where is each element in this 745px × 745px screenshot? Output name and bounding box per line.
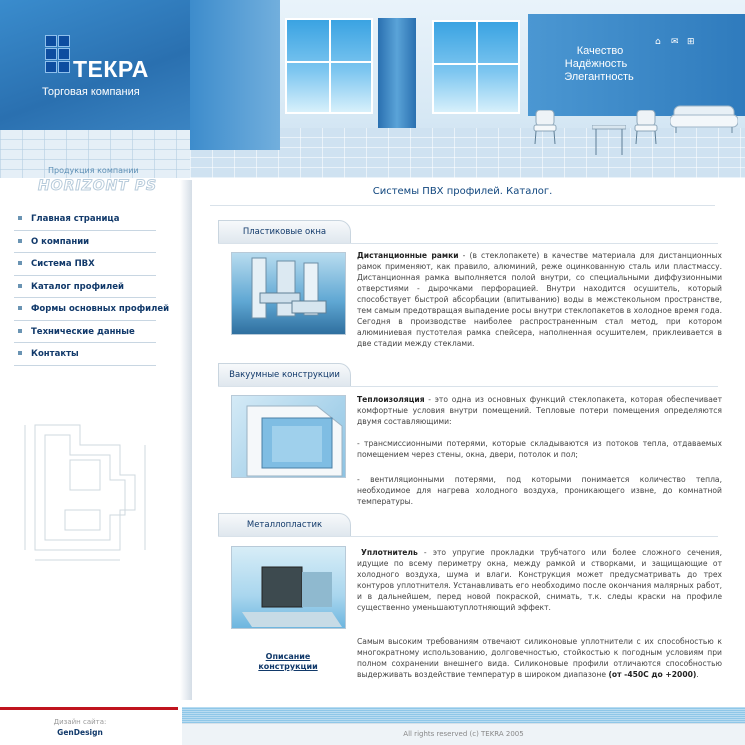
section-divider	[218, 243, 718, 244]
tagline-quality: Качество	[576, 45, 624, 57]
temperature-range: (от -450С до +2000)	[608, 670, 697, 679]
text-transmission: - трансмиссионными потерями, которые складываются из потоков тепла, отдаваемых помещением через стены, окна, двери, потолок и пол;	[357, 439, 722, 459]
bullet-icon	[18, 284, 22, 288]
term-spacer-frames: Дистанционные рамки	[357, 251, 459, 260]
seal-image	[232, 547, 346, 629]
tagline-reliability: Надёжность	[564, 58, 628, 70]
chair-image	[532, 110, 558, 144]
nav-label[interactable]: О компании	[31, 236, 90, 247]
header-icons	[655, 29, 703, 48]
photo-plastic-windows	[231, 252, 346, 335]
tab-metalplastic[interactable]: Металлопластик	[218, 513, 351, 537]
nav-item-catalog[interactable]	[14, 276, 156, 299]
text-body: - это упругие прокладки трубчатого или более сложного сечения, идущие по всему периметру окна, между рамкой и створками, и защищающие от холодного воздуха, шума и влаги. Конструкция может предусматривать до трех контуров уплотнителя. Устанавливать его необходимо после окончания малярных работ, и в дальнейшем, перед новой покраской, снимать, т.к. следы краски на профиле существенно уменьшаютуплотняющий эффект.	[357, 548, 722, 612]
text-insulation	[357, 394, 722, 427]
bullet-icon	[18, 351, 22, 355]
nav-item-about[interactable]	[14, 231, 156, 254]
text-body: Самым высоким требованиям отвечают силиконовые уплотнители с их способностью к многократному использованию, долговечностью, стойкостью к погодным условиям при полном сохранении внешнего вида. Силиконовые профили отличаются способностью выдерживать воздействие температур в широком диапазоне	[357, 637, 722, 679]
section-divider	[218, 536, 718, 537]
text-body: - это одна из основных функций стеклопакета, которая обеспечивает комфортные условия внутри помещений. Тепловые потери помещения определяются двумя составляющими:	[357, 395, 722, 426]
bullet-icon	[18, 261, 22, 265]
text-spacer-frames	[357, 250, 722, 349]
term-seal: Уплотнитель	[361, 548, 418, 557]
design-label: Дизайн сайта:	[53, 718, 107, 726]
tab-vacuum[interactable]: Вакуумные конструкции	[218, 363, 351, 387]
page-title: Системы ПВХ профилей. Каталог.	[372, 186, 553, 197]
nav-item-tech-data[interactable]	[14, 321, 156, 344]
nav-label[interactable]: Каталог профилей	[31, 281, 124, 292]
banner-window	[285, 18, 373, 114]
description-link[interactable]: Описание конструкции	[258, 652, 318, 671]
copyright: All rights reserved (c) TEKRA 2005	[403, 730, 524, 738]
text-silicone	[357, 636, 722, 680]
title-divider	[210, 205, 715, 206]
company-subtitle: Торговая компания	[42, 86, 140, 98]
designer-link[interactable]: GenDesign	[57, 728, 103, 737]
text-body: - (в стеклопакете) в качестве материала для дистанционных рамок применяют, как правило, алюминий, реже оцинкованную сталь или пластмассу. Дистанционная рамка выполняется полой внутри, со специальными диффузионными отверстиями - дырочками перфорацией. Внутри находится осушитель, который способствует быстрой абсорбации (впитыванию) воды в межстекольном пространстве, тем самым предотвращая выпадение росы внутри стеклопакетов в холодное время года. Сегодня в производстве наиболее распространенным стал метод, при котором алюминиевая пустотелая рамка спейсера, наполненная осушителем, приклеивается в две стадии между стеклами.	[357, 251, 722, 348]
profile-drawing	[10, 415, 170, 565]
nav-label[interactable]: Главная страница	[31, 214, 120, 224]
bullet-icon	[18, 329, 22, 333]
banner-wall	[190, 0, 280, 150]
text-end: .	[696, 670, 699, 679]
header	[0, 0, 745, 178]
nav-item-home[interactable]	[14, 208, 156, 231]
sidebar-nav	[14, 208, 170, 366]
nav-label[interactable]: Технические данные	[31, 326, 135, 337]
nav-label[interactable]: Контакты	[31, 349, 79, 359]
tab-plastic-windows[interactable]: Пластиковые окна	[218, 220, 351, 244]
sidebar-shadow	[180, 180, 192, 700]
home-icon[interactable]: ⌂	[655, 37, 661, 47]
text-seal	[357, 547, 722, 613]
sitemap-icon[interactable]: ⊞	[687, 37, 695, 47]
bullet-icon	[18, 306, 22, 310]
photo-vacuum	[231, 395, 346, 478]
logo-text[interactable]: ТЕКРА	[73, 56, 149, 82]
tagline-elegance: Элегантность	[564, 71, 634, 83]
nav-label[interactable]: Формы основных профилей	[31, 304, 170, 314]
mail-icon[interactable]: ✉	[671, 37, 679, 47]
products-label: Продукция компании	[48, 166, 139, 175]
nav-item-profile-forms[interactable]	[14, 298, 170, 321]
profile-image	[232, 253, 346, 335]
photo-metalplastic	[231, 546, 346, 629]
text-ventilation: - вентиляционными потерями, под которыми понимается количество тепла, необходимое для нагрева холодного воздуха, проникающего извне, до комнатной температуры.	[357, 475, 722, 506]
sofa-image	[670, 103, 738, 133]
logo-icon[interactable]	[45, 35, 71, 75]
bullet-icon	[18, 216, 22, 220]
nav-item-pvc-system[interactable]	[14, 253, 156, 276]
section-divider	[218, 386, 718, 387]
bullet-icon	[18, 239, 22, 243]
banner-window	[432, 20, 520, 114]
brand-logo: HORIZONT PS	[38, 178, 158, 194]
term-insulation: Теплоизоляция	[357, 395, 425, 404]
nav-label[interactable]: Система ПВХ	[31, 259, 95, 269]
nav-item-contacts[interactable]	[14, 343, 156, 366]
footer-accent-line	[0, 707, 178, 710]
chair-image	[633, 110, 659, 144]
footer-bar	[182, 707, 745, 723]
banner-column	[378, 18, 416, 128]
table-image	[592, 125, 626, 155]
window-frame-image	[232, 396, 346, 478]
